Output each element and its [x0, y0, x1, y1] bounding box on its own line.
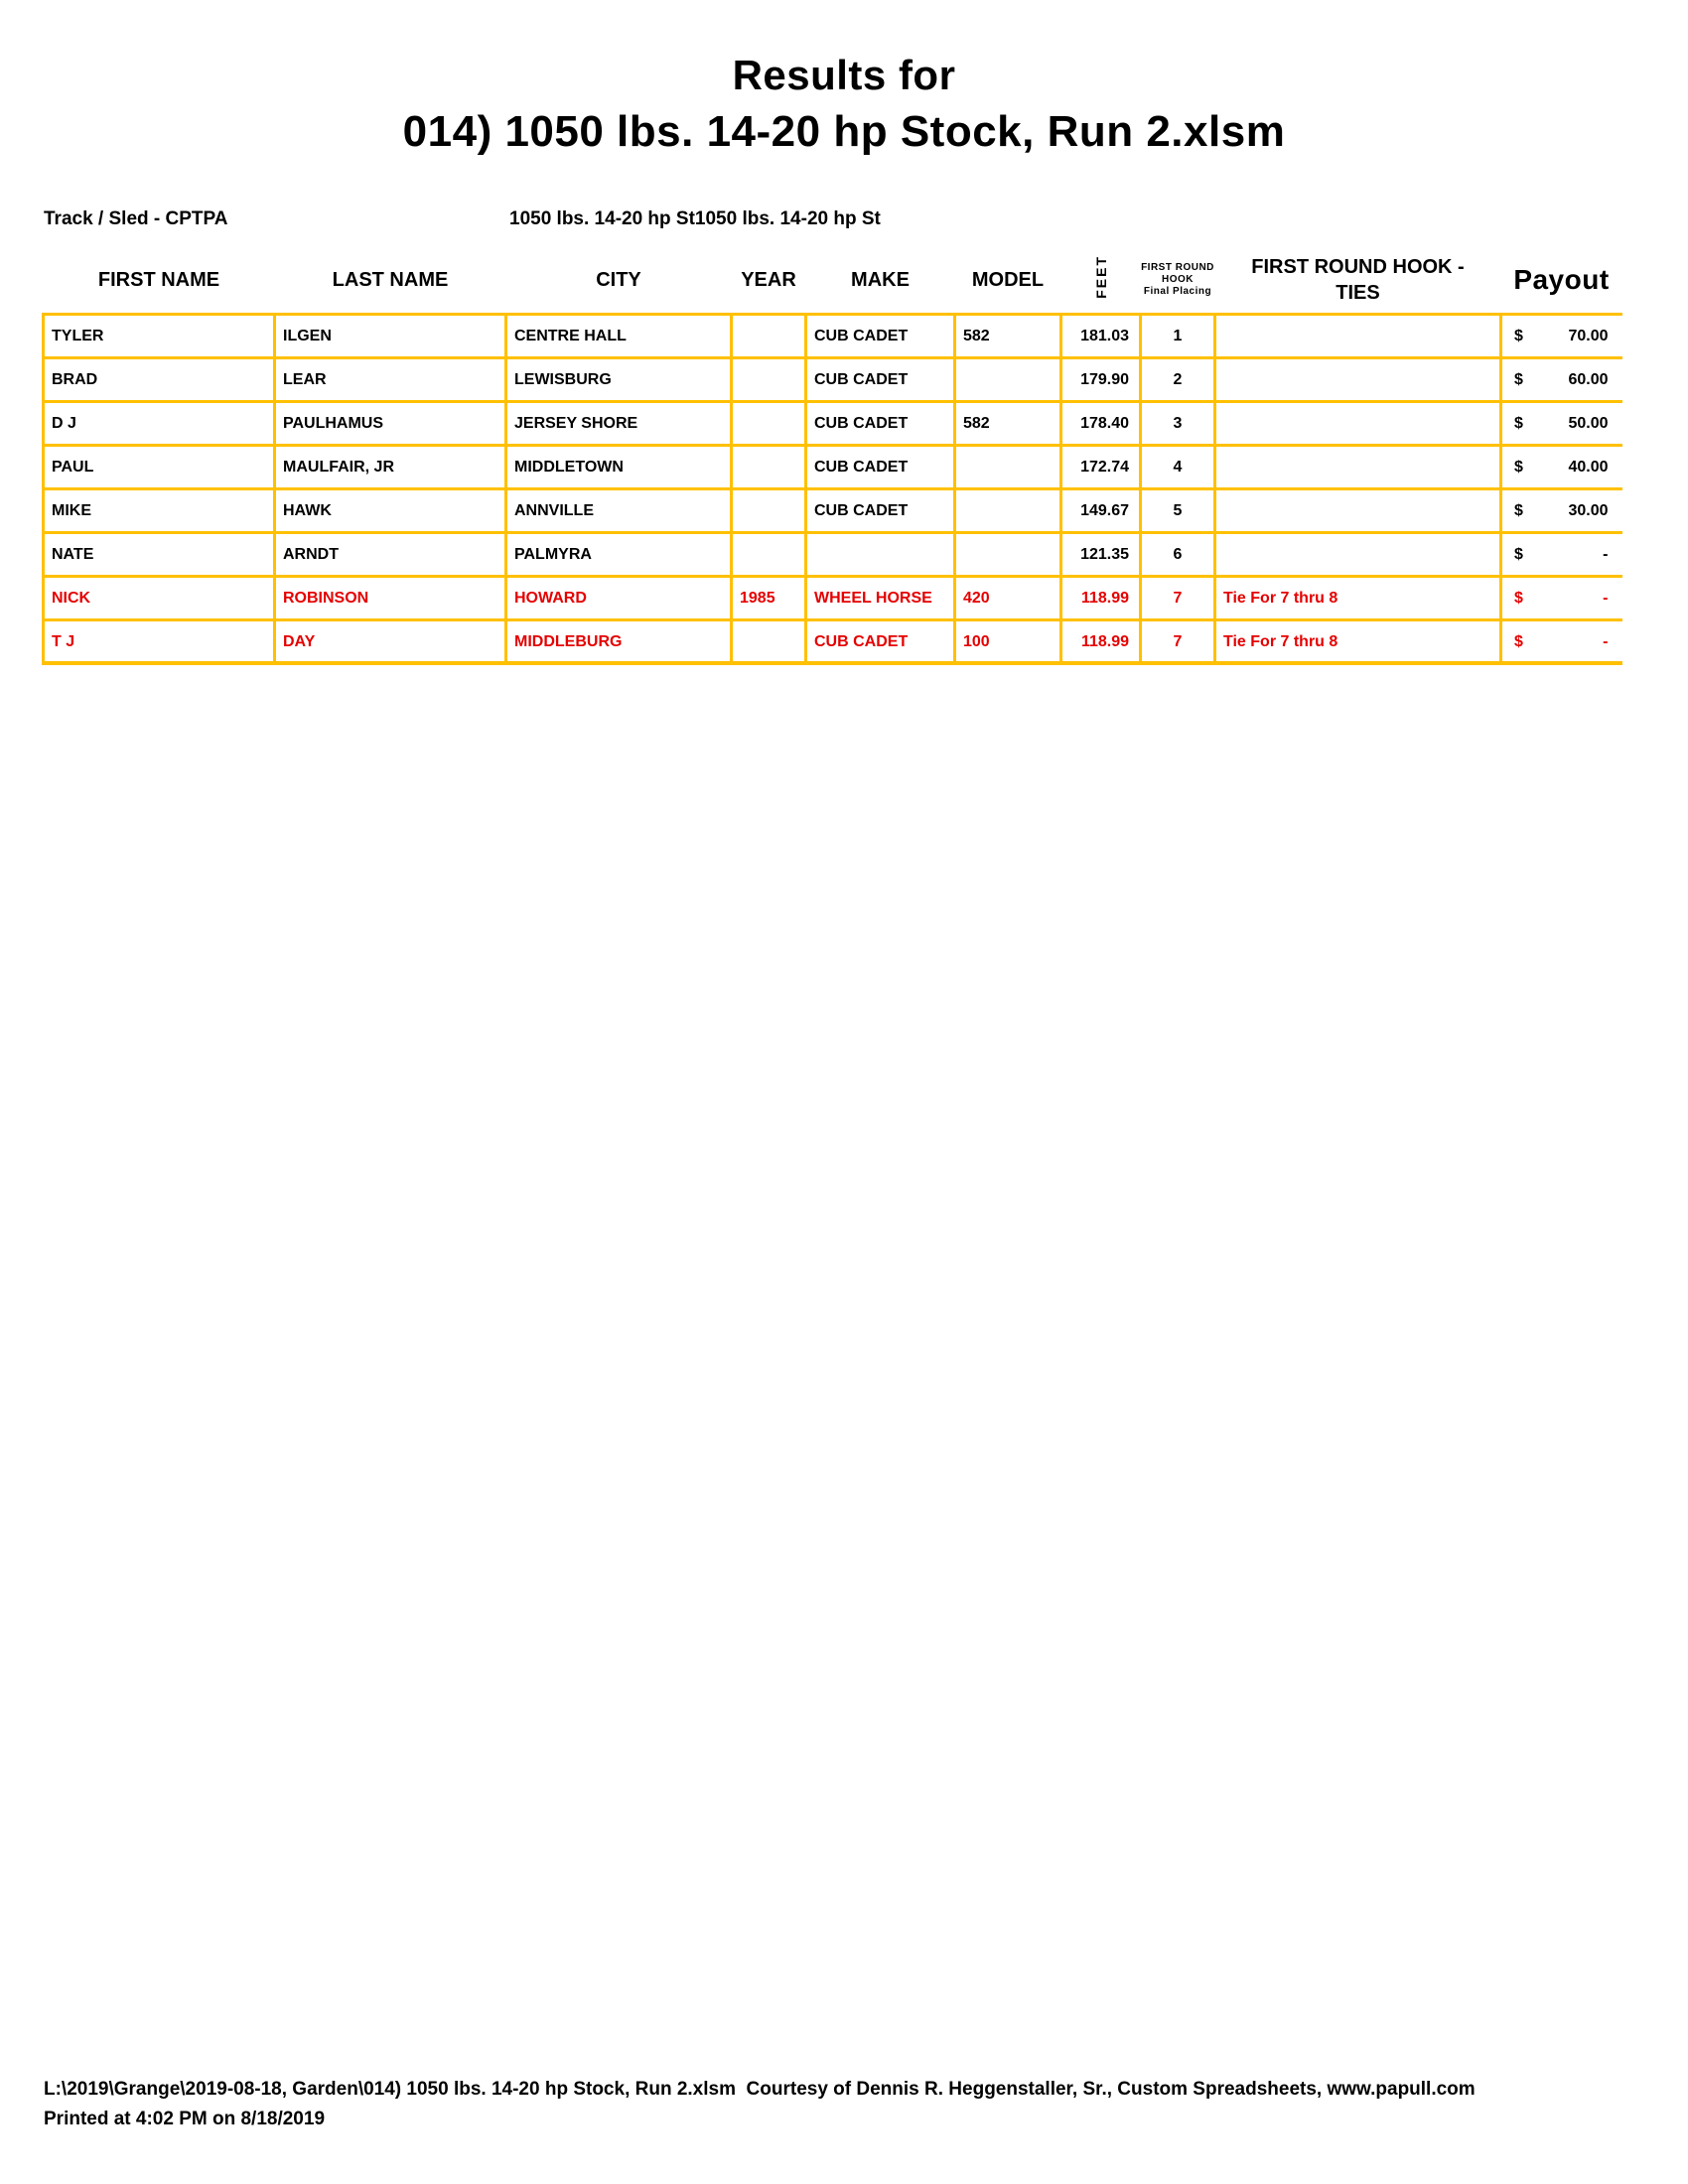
cell-model: 582 — [955, 314, 1061, 357]
cell-city: JERSEY SHORE — [506, 401, 732, 445]
cell-model: 582 — [955, 401, 1061, 445]
page-title-line1: Results for — [732, 52, 956, 98]
header-ties — [1215, 248, 1501, 314]
cell-year — [732, 314, 806, 357]
table-header — [44, 248, 1622, 314]
cell-year — [732, 619, 806, 663]
cell-city: LEWISBURG — [506, 357, 732, 401]
header-make: MAKE — [851, 268, 910, 291]
cell-year: 1985 — [732, 576, 806, 619]
cell-make: CUB CADET — [806, 314, 955, 357]
cell-make: WHEEL HORSE — [806, 576, 955, 619]
cell-payout — [1501, 576, 1622, 619]
cell-last-name: DAY — [275, 619, 506, 663]
track-sled-label: Track / Sled - CPTPA — [44, 208, 228, 229]
cell-feet: 181.03 — [1061, 314, 1141, 357]
header-model: MODEL — [971, 268, 1045, 291]
table-row — [44, 619, 1622, 663]
cell-placing: 2 — [1141, 357, 1215, 401]
cell-first-name: MIKE — [44, 488, 275, 532]
currency-symbol: $ — [1514, 415, 1523, 432]
header-row — [44, 248, 1622, 314]
header-year: YEAR — [741, 268, 796, 291]
cell-placing: 7 — [1141, 619, 1215, 663]
cell-last-name: PAULHAMUS — [275, 401, 506, 445]
cell-city: MIDDLEBURG — [506, 619, 732, 663]
cell-placing: 1 — [1141, 314, 1215, 357]
header-payout: Payout — [1513, 264, 1610, 296]
payout-amount: 70.00 — [1568, 328, 1609, 344]
cell-last-name: MAULFAIR, JR — [275, 445, 506, 488]
cell-feet: 179.90 — [1061, 357, 1141, 401]
cell-payout — [1501, 314, 1622, 357]
header-first-name: FIRST NAME — [97, 268, 220, 291]
header-feet — [1061, 248, 1141, 314]
cell-first-name: BRAD — [44, 357, 275, 401]
cell-placing: 7 — [1141, 576, 1215, 619]
header-first-round-hook — [1141, 248, 1215, 314]
cell-first-name: TYLER — [44, 314, 275, 357]
cell-city: CENTRE HALL — [506, 314, 732, 357]
cell-make: CUB CADET — [806, 401, 955, 445]
cell-first-name: D J — [44, 401, 275, 445]
cell-ties: Tie For 7 thru 8 — [1215, 619, 1501, 663]
cell-ties — [1215, 357, 1501, 401]
results-table — [42, 248, 1622, 665]
currency-symbol: $ — [1514, 459, 1523, 476]
cell-city: MIDDLETOWN — [506, 445, 732, 488]
cell-feet: 118.99 — [1061, 619, 1141, 663]
cell-last-name: HAWK — [275, 488, 506, 532]
cell-first-name: NATE — [44, 532, 275, 576]
table-row — [44, 576, 1622, 619]
payout-amount: 30.00 — [1568, 502, 1609, 519]
cell-last-name: ROBINSON — [275, 576, 506, 619]
cell-year — [732, 488, 806, 532]
footer-file-path: L:\2019\Grange\2019-08-18, Garden\014) 1050 lbs. 14-20 hp Stock, Run 2.xlsm Courtesy of Dennis R. Heggenstaller, Sr., Custom Spreadsheets, www.papull.com — [44, 2079, 1476, 2100]
payout-amount: 50.00 — [1568, 415, 1609, 432]
cell-first-name: PAUL — [44, 445, 275, 488]
cell-feet: 172.74 — [1061, 445, 1141, 488]
cell-model — [955, 488, 1061, 532]
cell-first-name: T J — [44, 619, 275, 663]
cell-ties — [1215, 445, 1501, 488]
cell-placing: 6 — [1141, 532, 1215, 576]
cell-make — [806, 532, 955, 576]
cell-model — [955, 445, 1061, 488]
cell-first-name: NICK — [44, 576, 275, 619]
cell-model: 100 — [955, 619, 1061, 663]
class-name-2: 1050 lbs. 14-20 hp St — [694, 208, 881, 229]
table-row — [44, 401, 1622, 445]
cell-year — [732, 401, 806, 445]
payout-amount: 60.00 — [1568, 371, 1609, 388]
table-row — [44, 445, 1622, 488]
cell-year — [732, 445, 806, 488]
cell-feet: 121.35 — [1061, 532, 1141, 576]
cell-placing: 4 — [1141, 445, 1215, 488]
table-body — [44, 314, 1622, 663]
header-feet-label: FEET — [1092, 255, 1109, 300]
table-row — [44, 488, 1622, 532]
cell-placing: 5 — [1141, 488, 1215, 532]
table-row — [44, 532, 1622, 576]
payout-amount: - — [1603, 632, 1609, 650]
payout-amount: - — [1603, 546, 1609, 563]
currency-symbol: $ — [1514, 371, 1523, 388]
cell-city: HOWARD — [506, 576, 732, 619]
cell-make: CUB CADET — [806, 488, 955, 532]
header-hook-line2: HOOK — [1162, 274, 1194, 286]
cell-payout — [1501, 619, 1622, 663]
header-city: CITY — [596, 268, 641, 291]
cell-payout — [1501, 532, 1622, 576]
cell-model — [955, 532, 1061, 576]
cell-make: CUB CADET — [806, 357, 955, 401]
cell-year — [732, 532, 806, 576]
header-ties-line1: FIRST ROUND HOOK - — [1251, 256, 1465, 279]
cell-payout — [1501, 401, 1622, 445]
cell-city: PALMYRA — [506, 532, 732, 576]
currency-symbol: $ — [1514, 632, 1523, 650]
currency-symbol: $ — [1514, 546, 1523, 563]
cell-make: CUB CADET — [806, 619, 955, 663]
class-name-1: 1050 lbs. 14-20 hp St — [509, 208, 695, 229]
cell-last-name: LEAR — [275, 357, 506, 401]
cell-city: ANNVILLE — [506, 488, 732, 532]
footer-printed-timestamp: Printed at 4:02 PM on 8/18/2019 — [44, 2109, 326, 2129]
header-last-name: LAST NAME — [332, 268, 449, 291]
currency-symbol: $ — [1514, 590, 1523, 607]
currency-symbol: $ — [1514, 328, 1523, 344]
cell-last-name: ILGEN — [275, 314, 506, 357]
cell-last-name: ARNDT — [275, 532, 506, 576]
cell-ties — [1215, 314, 1501, 357]
header-hook-line1: FIRST ROUND — [1141, 262, 1214, 274]
cell-feet: 118.99 — [1061, 576, 1141, 619]
page-title-line2: 014) 1050 lbs. 14-20 hp Stock, Run 2.xlsm — [402, 107, 1286, 156]
payout-amount: - — [1603, 590, 1609, 607]
payout-amount: 40.00 — [1568, 459, 1609, 476]
table-row — [44, 314, 1622, 357]
cell-ties — [1215, 401, 1501, 445]
cell-feet: 149.67 — [1061, 488, 1141, 532]
header-hook-line3: Final Placing — [1143, 286, 1212, 298]
cell-payout — [1501, 357, 1622, 401]
cell-ties — [1215, 488, 1501, 532]
cell-make: CUB CADET — [806, 445, 955, 488]
cell-placing: 3 — [1141, 401, 1215, 445]
currency-symbol: $ — [1514, 502, 1523, 519]
cell-ties: Tie For 7 thru 8 — [1215, 576, 1501, 619]
class-name-labels — [509, 208, 881, 230]
cell-feet: 178.40 — [1061, 401, 1141, 445]
cell-ties — [1215, 532, 1501, 576]
header-ties-line2: TIES — [1336, 282, 1380, 305]
table-row — [44, 357, 1622, 401]
cell-model — [955, 357, 1061, 401]
cell-model: 420 — [955, 576, 1061, 619]
cell-year — [732, 357, 806, 401]
cell-payout — [1501, 488, 1622, 532]
cell-payout — [1501, 445, 1622, 488]
